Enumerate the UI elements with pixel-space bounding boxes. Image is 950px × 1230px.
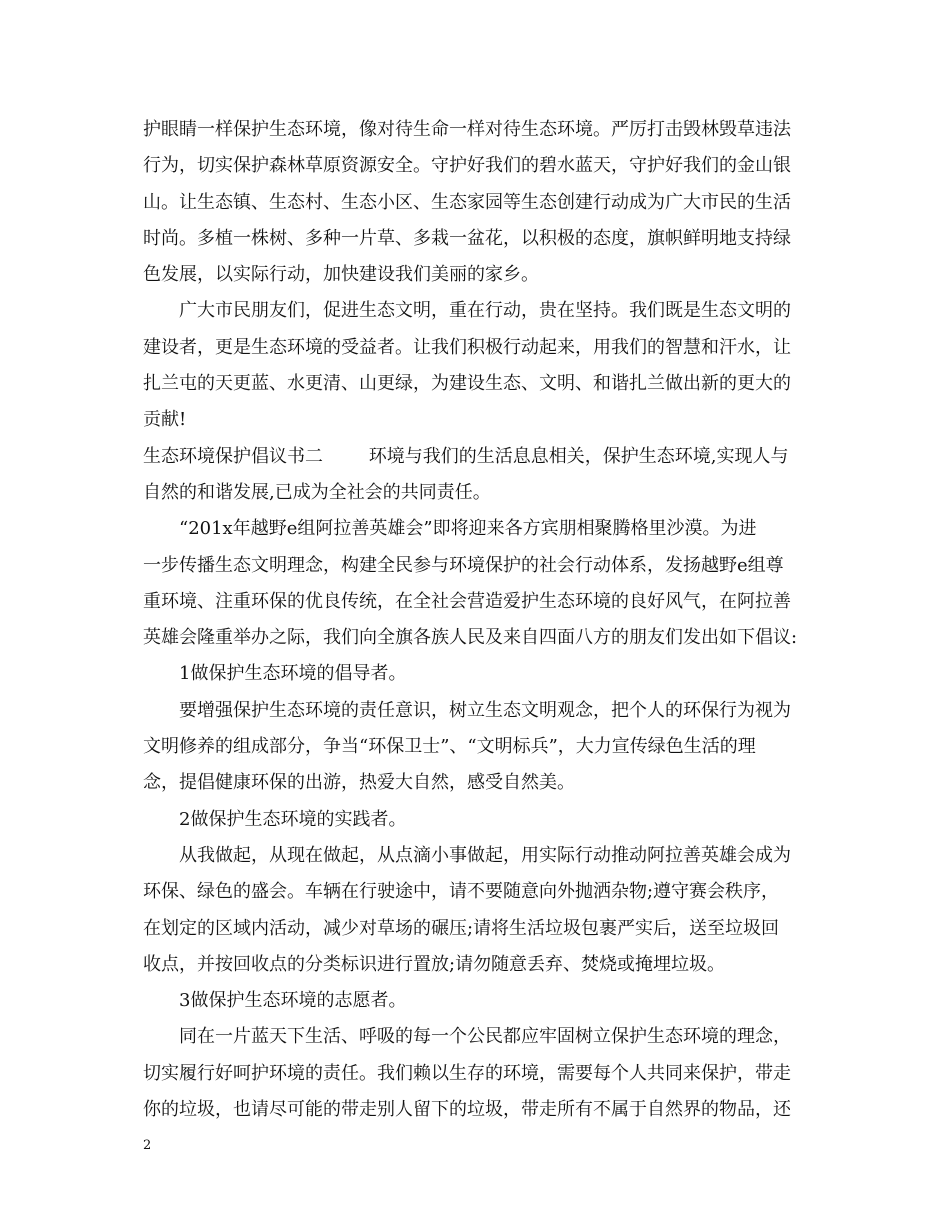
text-line: 文明修养的组成部分，争当“环保卫士”、“文明标兵”，大力宣传绿色生活的理 [143,736,756,758]
text-line: 念，提倡健康环保的出游，热爱大自然，感受自然美。 [143,772,575,794]
text-line: 切实履行好呵护环境的责任。我们赖以生存的环境，需要每个人共同来保护，带走 [143,1062,791,1084]
text-line: 要增强保护生态环境的责任意识，树立生态文明观念，把个人的环保行为视为 [179,699,791,721]
text-line: 建设者，更是生态环境的受益者。让我们积极行动起来，用我们的智慧和汗水，让 [143,336,791,358]
text-line: 色发展，以实际行动，加快建设我们美丽的家乡。 [143,264,539,286]
text-line: 广大市民朋友们，促进生态文明，重在行动，贵在坚持。我们既是生态文明的 [179,300,791,322]
text-line: 生态环境保护倡议书二 环境与我们的生活息息相关，保护生态环境,实现人与 [143,445,789,467]
text-line: 一步传播生态文明理念，构建全民参与环境保护的社会行动体系，发扬越野e组尊 [143,554,784,576]
text-line: 重环境、注重环保的优良传统，在全社会营造爱护生态环境的良好风气，在阿拉善 [143,590,791,612]
page-number: 2 [143,1138,152,1153]
text-line: 英雄会隆重举办之际，我们向全旗各族人民及来自四面八方的朋友们发出如下倡议: [143,627,798,649]
text-line: 2做保护生态环境的实践者。 [179,808,407,830]
text-line: 收点，并按回收点的分类标识进行置放;请勿随意丢弃、焚烧或掩埋垃圾。 [143,953,726,975]
text-line: 山。让生态镇、生态村、生态小区、生态家园等生态创建行动成为广大市民的生活 [143,191,791,213]
text-line: 从我做起，从现在做起，从点滴小事做起，用实际行动推动阿拉善英雄会成为 [179,844,791,866]
document-body [143,112,823,1128]
text-line: 1做保护生态环境的倡导者。 [179,663,407,685]
text-line: 自然的和谐发展,已成为全社会的共同责任。 [143,481,491,503]
text-line: 同在一片蓝天下生活、呼吸的每一个公民都应牢固树立保护生态环境的理念， [179,1026,791,1048]
text-line: 3做保护生态环境的志愿者。 [179,990,407,1012]
text-line: 你的垃圾，也请尽可能的带走别人留下的垃圾，带走所有不属于自然界的物品，还 [143,1099,791,1121]
text-line: 在划定的区域内活动，减少对草场的碾压;请将生活垃圾包裹严实后，送至垃圾回 [143,917,780,939]
text-line: 扎兰屯的天更蓝、水更清、山更绿，为建设生态、文明、和谐扎兰做出新的更大的 [143,373,791,395]
text-line: 时尚。多植一株树、多种一片草、多栽一盆花，以积极的态度，旗帜鲜明地支持绿 [143,227,791,249]
text-line: 行为，切实保护森林草原资源安全。守护好我们的碧水蓝天，守护好我们的金山银 [143,155,791,177]
text-line: 护眼睛一样保护生态环境，像对待生命一样对待生态环境。严厉打击毁林毁草违法 [143,119,791,140]
text-line: 贡献! [143,409,187,431]
text-line: “201x年越野e组阿拉善英雄会”即将迎来各方宾朋相聚腾格里沙漠。为进 [179,518,757,540]
text-line: 环保、绿色的盛会。车辆在行驶途中，请不要随意向外抛洒杂物;遵守赛会秩序， [143,881,780,903]
